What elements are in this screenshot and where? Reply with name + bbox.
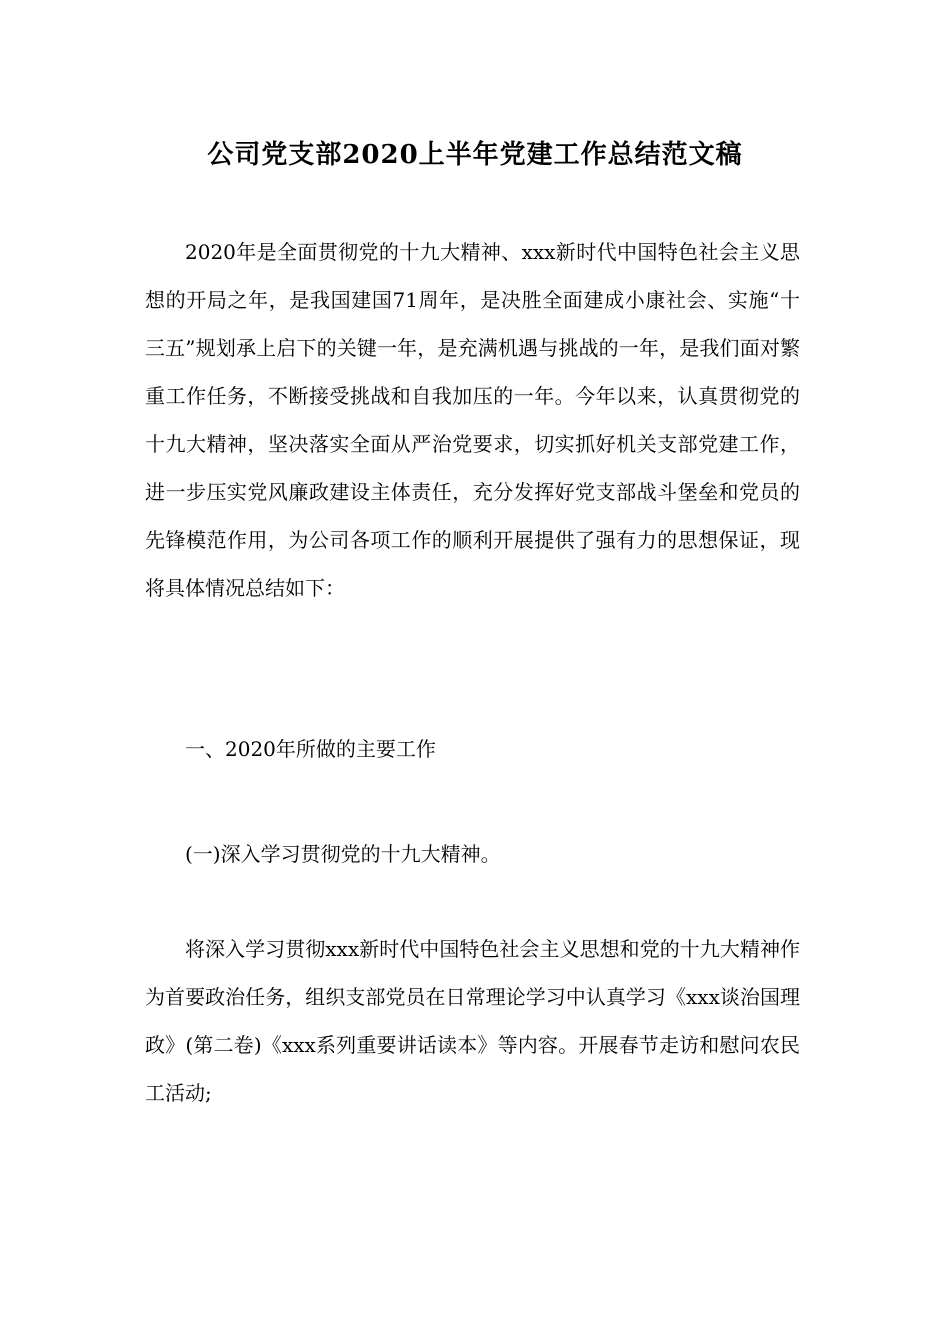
intro-paragraph: 2020年是全面贯彻党的十九大精神、xxx新时代中国特色社会主义思想的开局之年，是我国建国71周年，是决胜全面建成小康社会、实施“十三五”规划承上启下的关键一年，是充满机遇与挑战的一年，是我们面对繁重工作任务，不断接受挑战和自我加压的一年。今年以来，认真贯彻党的十九大精神，坚决落实全面从严治党要求，切实抓好机关支部党建工作，进一步压实党风廉政建设主体责任，充分发挥好党支部战斗堡垒和党员的先锋模范作用，为公司各项工作的顺利开展提供了强有力的思想保证，现将具体情况总结如下：: [145, 240, 800, 600]
section-heading: 一、2020年所做的主要工作: [185, 737, 436, 761]
study-paragraph: 将深入学习贯彻xxx新时代中国特色社会主义思想和党的十九大精神作为首要政治任务，组织支部党员在日常理论学习中认真学习《xxx谈治国理政》(第二卷)《xxx系列重要讲话读本》等内容。开展春节走访和慰问农民工活动;: [145, 937, 800, 1105]
subsection-heading: (一)深入学习贯彻党的十九大精神。: [185, 842, 501, 866]
document-title: 公司党支部2020上半年党建工作总结范文稿: [207, 140, 743, 170]
